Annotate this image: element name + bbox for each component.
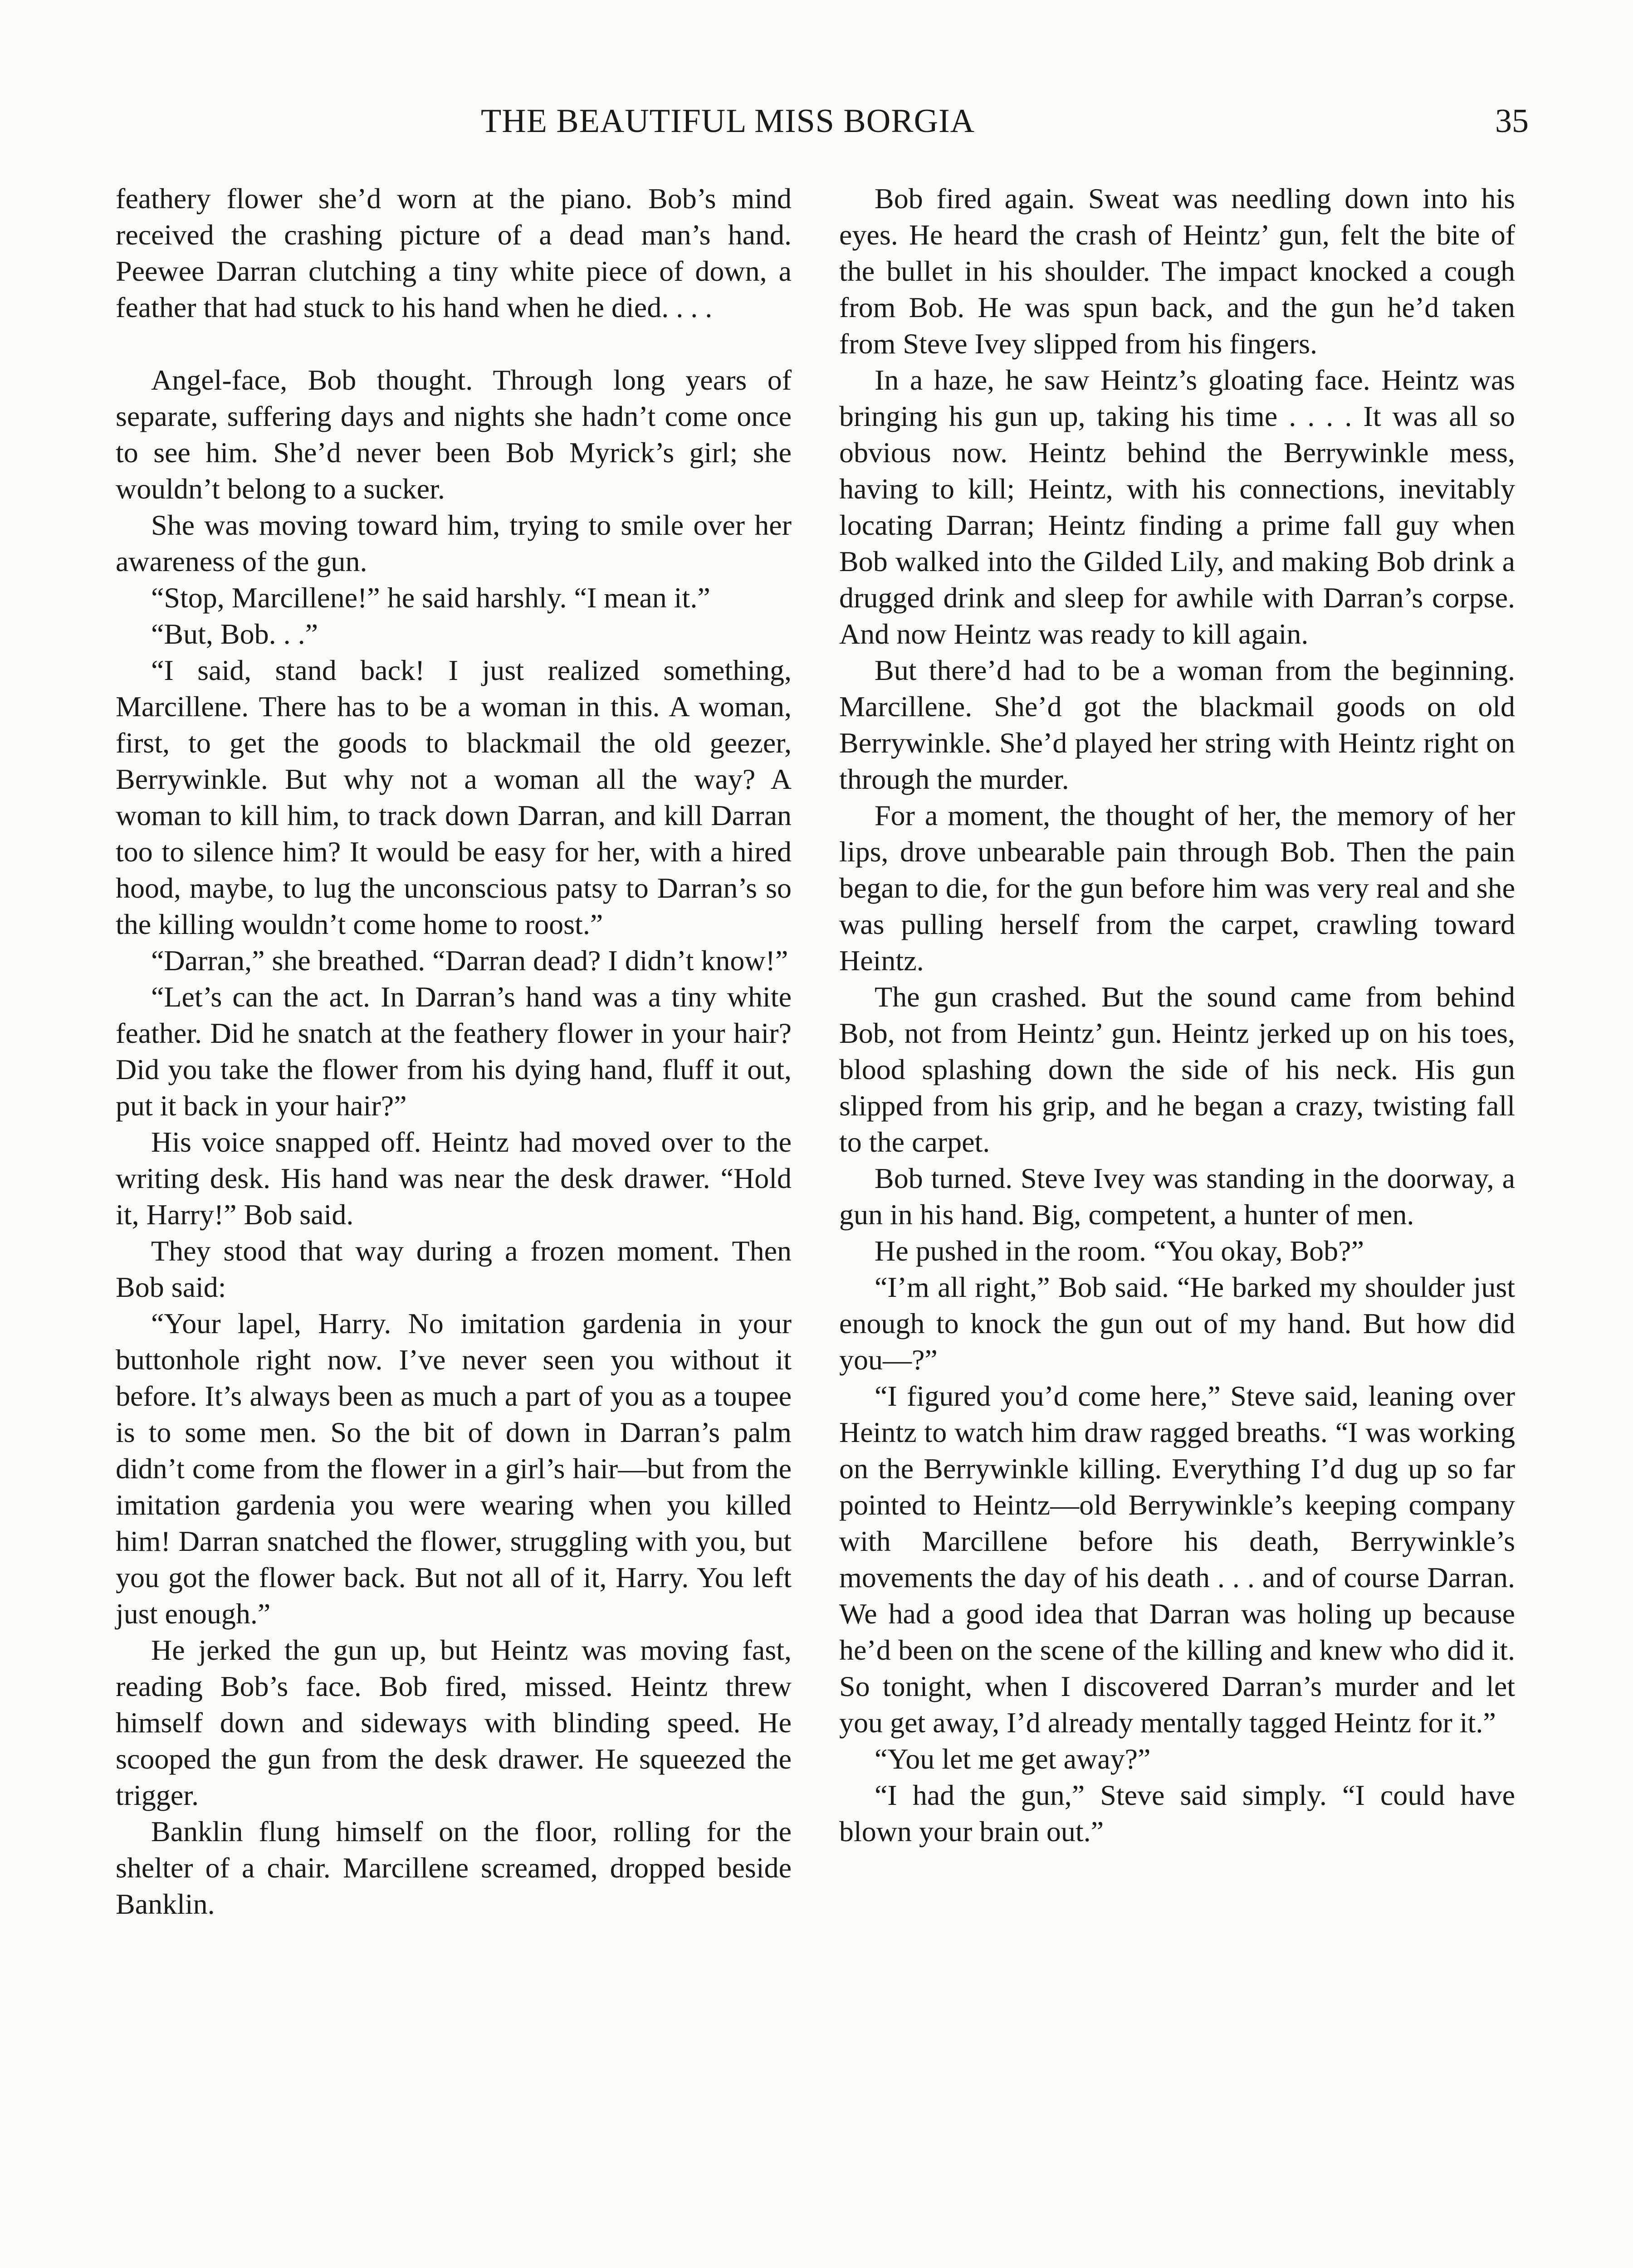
paragraph: “I had the gun,” Steve said simply. “I could have blown your brain out.” bbox=[839, 1779, 1515, 1848]
page-number: 35 bbox=[1495, 103, 1529, 140]
paragraph: In a haze, he saw Heintz’s gloating face. Heintz was bringing his gun up, taking his time . . . . It was all so obvious now. Heintz behind the Berrywinkle mess, having to kill; Heintz, with his connections, inevitably locating Darran; Heintz finding a prime fall guy when Bob walked into the Gilded Lily, and making Bob drink a drugged drink and sleep for awhile with Darran’s corpse. And now Heintz was ready to kill again. bbox=[839, 364, 1515, 650]
paragraph: Bob turned. Steve Ivey was standing in the doorway, a gun in his hand. Big, competent, a hunter of men. bbox=[839, 1162, 1515, 1231]
paragraph: feathery flower she’d worn at the piano. Bob’s mind received the crashing picture of a dead man’s hand. Peewee Darran clutching a tiny white piece of down, a feather that had stuck to his hand when he died. . . . bbox=[116, 182, 792, 323]
paragraph: “I said, stand back! I just realized something, Marcillene. There has to be a woman in this. A woman, first, to get the goods to blackmail the old geezer, Berrywinkle. But why not a woman all the way? A woman to kill him, to track down Darran, and kill Darran too to silence him? It would be easy for her, with a hired hood, maybe, to lug the unconscious patsy to Darran’s so the killing wouldn’t come home to roost.” bbox=[116, 654, 792, 940]
paragraph: “You let me get away?” bbox=[875, 1743, 1151, 1775]
paragraph: The gun crashed. But the sound came from behind Bob, not from Heintz’ gun. Heintz jerked up on his toes, blood splashing down the side of his neck. His gun slipped from his grip, and he began a crazy, twisting fall to the carpet. bbox=[839, 981, 1515, 1158]
paragraph: “I figured you’d come here,” Steve said, leaning over Heintz to watch him draw ragged breaths. “I was working on the Berrywinkle killing. Everything I’d dug up so far pointed to Heintz—old Berrywinkle’s keeping company with Marcillene before his death, Berrywinkle’s movements the day of his death . . . and of course Darran. We had a good idea that Darran was holing up because he’d been on the scene of the killing and knew who did it. So tonight, when I discovered Darran’s murder and let you get away, I’d already mentally tagged Heintz for it.” bbox=[839, 1380, 1515, 1739]
paragraph: He pushed in the room. “You okay, Bob?” bbox=[875, 1235, 1364, 1267]
running-title: THE BEAUTIFUL MISS BORGIA bbox=[481, 103, 975, 140]
right-text-column bbox=[839, 181, 1515, 1850]
paragraph: But there’d had to be a woman from the beginning. Marcillene. She’d got the blackmail goods on old Berrywinkle. She’d played her string with Heintz right on through the murder. bbox=[839, 654, 1515, 795]
paragraph: He jerked the gun up, but Heintz was moving fast, reading Bob’s face. Bob fired, missed. Heintz threw himself down and sideways with blinding speed. He scooped the gun from the desk drawer. He squeezed the trigger. bbox=[116, 1634, 792, 1811]
paragraph: Angel-face, Bob thought. Through long years of separate, suffering days and nights she hadn’t come once to see him. She’d never been Bob Myrick’s girl; she wouldn’t belong to a sucker. bbox=[116, 364, 792, 505]
paragraph: “I’m all right,” Bob said. “He barked my shoulder just enough to knock the gun out of my hand. But how did you—?” bbox=[839, 1271, 1515, 1376]
paragraph: For a moment, the thought of her, the memory of her lips, drove unbearable pain through Bob. Then the pain began to die, for the gun before him was very real and she was pulling herself from the carpet, crawling toward Heintz. bbox=[839, 799, 1515, 977]
paragraph: His voice snapped off. Heintz had moved over to the writing desk. His hand was near the desk drawer. “Hold it, Harry!” Bob said. bbox=[116, 1126, 792, 1231]
paragraph: “Let’s can the act. In Darran’s hand was a tiny white feather. Did he snatch at the feathery flower in your hair? Did you take the flower from his dying hand, fluff it out, put it back in your hair?” bbox=[116, 981, 792, 1122]
paragraph: “Stop, Marcillene!” he said harshly. “I mean it.” bbox=[151, 582, 710, 614]
left-text-column bbox=[116, 181, 792, 1922]
paragraph: “Your lapel, Harry. No imitation gardenia in your buttonhole right now. I’ve never seen you without it before. It’s always been as much a part of you as a toupee is to some men. So the bit of down in Darran’s palm didn’t come from the flower in a girl’s hair—but from the imitation gardenia you were wearing when you killed him! Darran snatched the flower, struggling with you, but you got the flower back. But not all of it, Harry. You left just enough.” bbox=[116, 1307, 792, 1630]
paragraph: “Darran,” she breathed. “Darran dead? I didn’t know!” bbox=[151, 944, 788, 977]
paragraph: “But, Bob. . .” bbox=[151, 618, 318, 650]
paragraph: Bob fired again. Sweat was needling down into his eyes. He heard the crash of Heintz’ gun, felt the bite of the bullet in his shoulder. The impact knocked a cough from Bob. He was spun back, and the gun he’d taken from Steve Ivey slipped from his fingers. bbox=[839, 182, 1515, 360]
paragraph: Banklin flung himself on the floor, rolling for the shelter of a chair. Marcillene screamed, dropped beside Banklin. bbox=[116, 1815, 792, 1920]
paragraph: They stood that way during a frozen moment. Then Bob said: bbox=[116, 1235, 792, 1303]
paragraph: She was moving toward him, trying to smile over her awareness of the gun. bbox=[116, 509, 792, 577]
